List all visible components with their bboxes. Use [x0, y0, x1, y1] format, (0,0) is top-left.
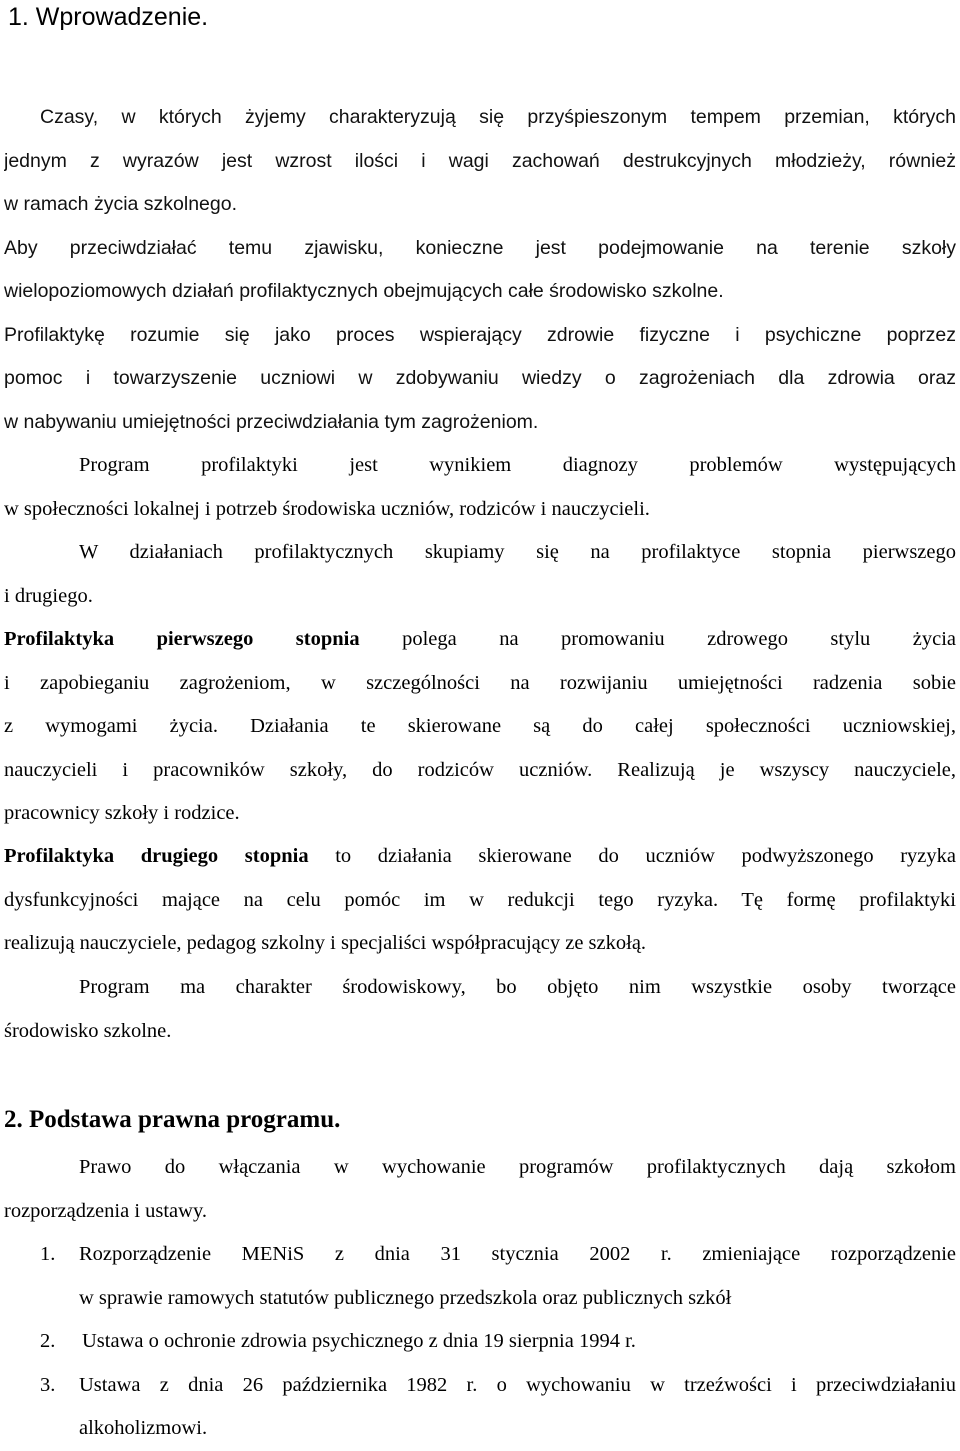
legal-intro-paragraph	[4, 1146, 956, 1233]
first-degree-paragraph	[4, 618, 956, 836]
intro-line: jednym z wyrazów jest wzrost ilości i wagi zachowań destrukcyjnych młodzieży, również	[4, 149, 956, 172]
intro-paragraph	[4, 96, 956, 444]
program-paragraph	[4, 444, 956, 618]
intro-line: Profilaktykę rozumie się jako proces wspierający zdrowie fizyczne i psychiczne poprzez	[4, 323, 956, 346]
intro-line: Aby przeciwdziałać temu zjawisku, konieczne jest podejmowanie na terenie szkoły	[4, 236, 956, 259]
first-degree-line	[4, 618, 956, 662]
environment-line: Program ma charakter środowiskowy, bo objęto nim wszystkie osoby tworzące	[79, 976, 956, 998]
second-degree-line	[4, 835, 956, 879]
list-item-continuation: w sprawie ramowych statutów publicznego przedszkola oraz publicznych szkół	[79, 1286, 732, 1309]
first-degree-line: nauczycieli i pracowników szkoły, do rodziców uczniów. Realizują je wszyscy nauczyciele,	[4, 758, 956, 781]
intro-line: w nabywaniu umiejętności przeciwdziałania tym zagrożeniom.	[4, 410, 539, 433]
list-item-text: Ustawa o ochronie zdrowia psychicznego z dnia 19 sierpnia 1994 r.	[82, 1330, 636, 1352]
program-line: w społeczności lokalnej i potrzeb środowiska uczniów, rodziców i nauczycieli.	[4, 497, 650, 520]
list-item	[4, 1320, 956, 1364]
levels-line: i drugiego.	[4, 584, 93, 607]
list-item-number: 2.	[40, 1330, 56, 1352]
first-degree-text: polega na promowaniu zdrowego stylu życia	[359, 628, 956, 650]
list-item-number: 3.	[40, 1373, 56, 1396]
section-1-heading: 1. Wprowadzenie.	[8, 3, 209, 31]
list-item-continuation: alkoholizmowi.	[79, 1417, 208, 1439]
legal-intro-line: Prawo do włączania w wychowanie programów profilaktycznych dają szkołom	[79, 1156, 956, 1178]
second-degree-line: realizują nauczyciele, pedagog szkolny i specjaliści współpracujący ze szkołą.	[4, 932, 647, 954]
levels-line: W działaniach profilaktycznych skupiamy się na profilaktyce stopnia pierwszego	[79, 541, 956, 563]
intro-line: pomoc i towarzyszenie uczniowi w zdobywaniu wiedzy o zagrożeniach dla zdrowia oraz	[4, 367, 956, 389]
list-item-text: Ustawa z dnia 26 października 1982 r. o wychowaniu w trzeźwości i przeciwdziałaniu	[79, 1373, 956, 1396]
intro-line: w ramach życia szkolnego.	[4, 193, 238, 215]
section-2-heading: 2. Podstawa prawna programu.	[4, 1106, 341, 1133]
second-degree-term: Profilaktyka drugiego stopnia	[4, 845, 309, 867]
first-degree-line: i zapobieganiu zagrożeniom, w szczególności na rozwijaniu umiejętności radzenia sobie	[4, 671, 956, 694]
first-degree-line: z wymogami życia. Działania te skierowane są do całej społeczności uczniowskiej,	[4, 715, 956, 737]
second-degree-text: to działania skierowane do uczniów podwyższonego ryzyka	[308, 845, 956, 867]
list-item-text: Rozporządzenie MENiS z dnia 31 stycznia 2002 r. zmieniające rozporządzenie	[79, 1243, 956, 1265]
intro-line: Czasy, w których żyjemy charakteryzują się przyśpieszonym tempem przemian, których	[40, 106, 956, 128]
first-degree-line: pracownicy szkoły i rodzice.	[4, 802, 240, 824]
program-line: Program profilaktyki jest wynikiem diagnozy problemów występujących	[79, 454, 956, 476]
legal-intro-line: rozporządzenia i ustawy.	[4, 1199, 208, 1222]
second-degree-line: dysfunkcyjności mające na celu pomóc im w redukcji tego ryzyka. Tę formę profilaktyki	[4, 888, 956, 911]
list-item	[4, 1364, 956, 1408]
list-item	[4, 1233, 956, 1277]
intro-line: wielopoziomowych działań profilaktycznych obejmujących całe środowisko szkolne.	[4, 280, 724, 302]
environment-paragraph	[4, 966, 956, 1053]
environment-line: środowisko szkolne.	[4, 1019, 172, 1042]
list-item-number: 1.	[40, 1243, 56, 1265]
legal-basis-list	[4, 1233, 956, 1451]
second-degree-paragraph	[4, 835, 956, 966]
first-degree-term: Profilaktyka pierwszego stopnia	[4, 628, 360, 650]
